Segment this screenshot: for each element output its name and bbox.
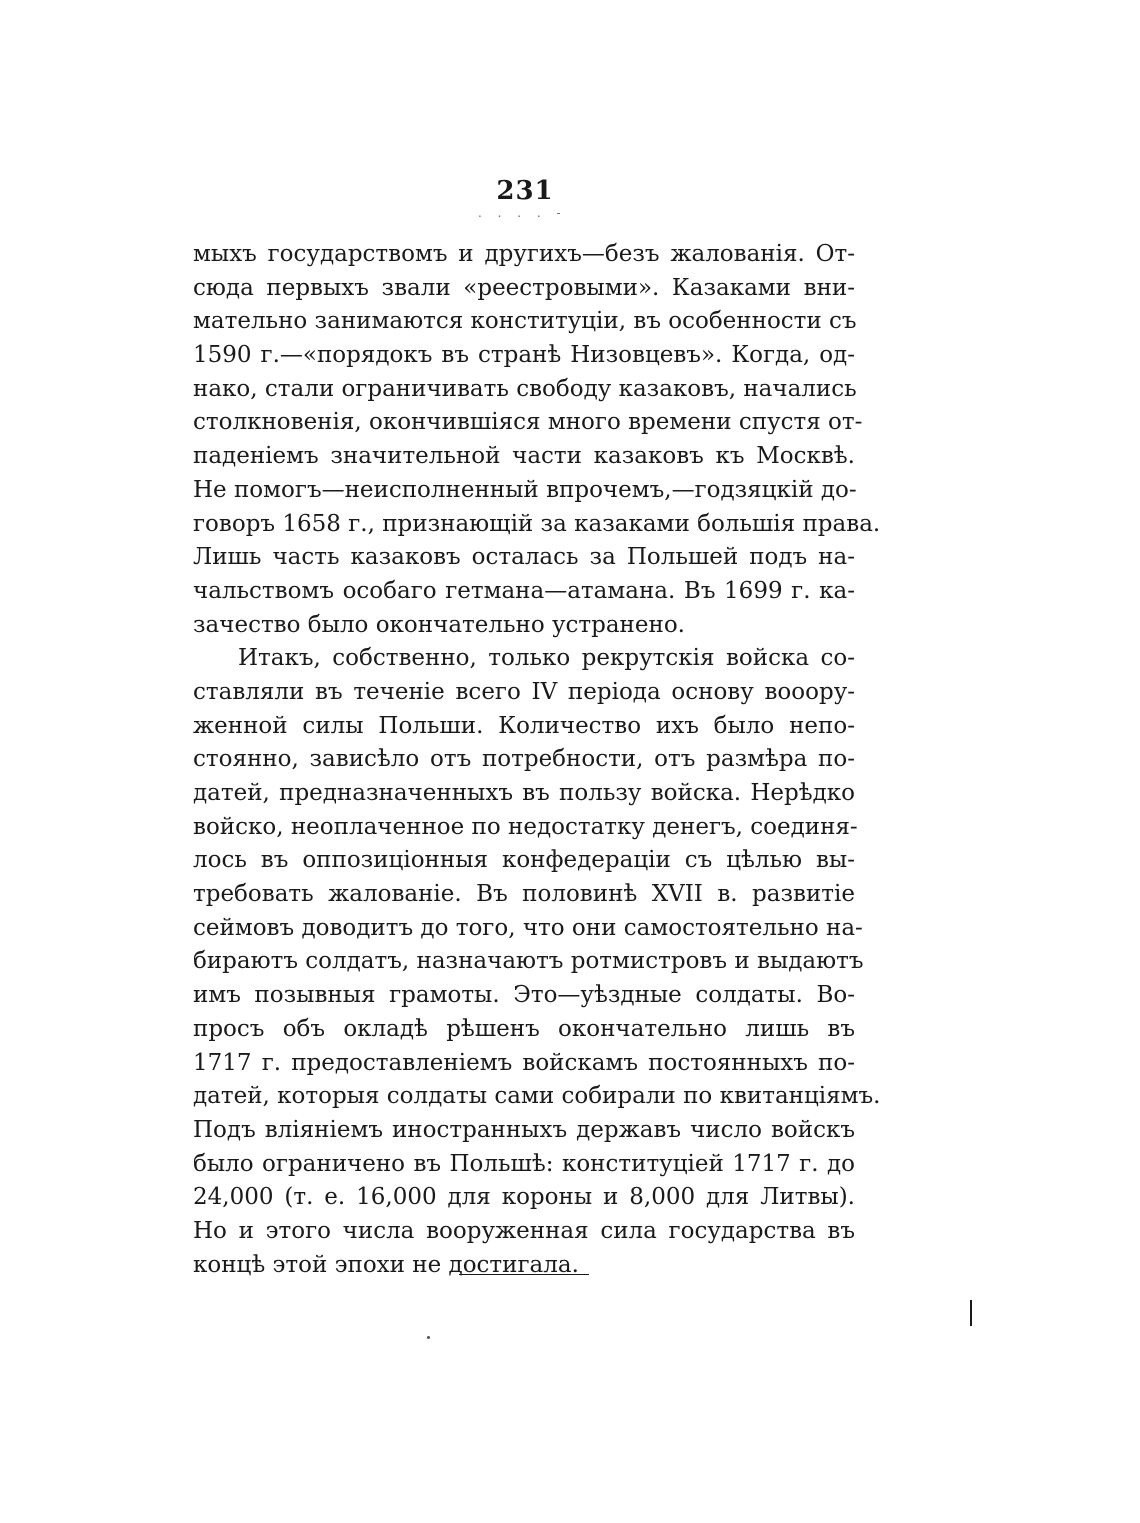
section-divider — [459, 1274, 589, 1275]
text-line: 1590 г.—«порядокъ въ странѣ Низовцевъ». Когда, од- — [193, 342, 855, 369]
text-line: 24,000 (т. е. 16,000 для короны и 8,000 для Литвы). — [193, 1184, 855, 1211]
page-number: 231 — [496, 176, 554, 206]
text-line: столкновенія, окончившіяся много времени спустя от- — [193, 409, 863, 436]
text-line: зачество было окончательно устранено. — [193, 611, 685, 638]
text-line: нако, стали ограничивать свободу казаковъ, начались — [193, 375, 857, 402]
text-line: Лишь часть казаковъ осталась за Польшей подъ на- — [193, 544, 855, 571]
text-line: паденіемъ значительной части казаковъ къ Москвѣ. — [193, 443, 855, 470]
text-line: женной силы Польши. Количество ихъ было непо- — [193, 712, 855, 739]
text-line: бираютъ солдатъ, назначаютъ ротмистровъ и выдаютъ — [193, 948, 864, 975]
text-line: концѣ этой эпохи не достигала. — [193, 1251, 579, 1278]
text-line: датей, которыя солдаты сами собирали по квитанціямъ. — [193, 1083, 881, 1110]
body-text — [193, 238, 881, 1282]
text-line: Не помогъ—неисполненный впрочемъ,—годзяцкій до- — [193, 476, 857, 503]
scan-speck — [427, 1336, 430, 1339]
text-line: Итакъ, собственно, только рекрутскія войска со- — [238, 645, 855, 672]
text-line: 1717 г. предоставленіемъ войскамъ постоянныхъ по- — [193, 1049, 855, 1076]
text-line: было ограничено въ Польшѣ: конституціей 1717 г. до — [193, 1150, 855, 1177]
text-line: чальствомъ особаго гетмана—атамана. Въ 1699 г. ка- — [193, 577, 855, 604]
margin-mark — [970, 1300, 972, 1326]
text-line: Подъ вліяніемъ иностранныхъ державъ число войскъ — [193, 1116, 855, 1143]
text-line: лось въ оппозиціонныя конфедераціи съ цѣлью вы- — [193, 847, 855, 874]
scan-dots: . . . . - — [478, 206, 567, 220]
text-line: сеймовъ доводитъ до того, что они самостоятельно на- — [193, 914, 863, 941]
text-line: войско, неоплаченное по недостатку денегъ, соединя- — [193, 813, 858, 840]
text-line: Но и этого числа вооруженная сила государства въ — [193, 1217, 855, 1244]
text-line: ставляли въ теченіе всего IV періода основу вооору- — [193, 678, 855, 705]
text-line: стоянно, зависѣло отъ потребности, отъ размѣра по- — [193, 746, 855, 773]
text-line: говоръ 1658 г., признающій за казаками большія права. — [193, 510, 881, 537]
text-line: просъ объ окладѣ рѣшенъ окончательно лишь въ — [193, 1015, 855, 1042]
text-line: мательно занимаются конституціи, въ особенности съ — [193, 308, 857, 335]
text-line: мыхъ государствомъ и другихъ—безъ жалованія. От- — [193, 241, 855, 267]
text-line: имъ позывныя грамоты. Это—уѣздные солдаты. Во- — [193, 982, 855, 1009]
text-line: требовать жалованіе. Въ половинѣ XVII в. развитіе — [193, 881, 855, 908]
text-line: сюда первыхъ звали «реестровыми». Казаками вни- — [193, 274, 855, 301]
text-line: датей, предназначенныхъ въ пользу войска. Нерѣдко — [193, 780, 855, 806]
